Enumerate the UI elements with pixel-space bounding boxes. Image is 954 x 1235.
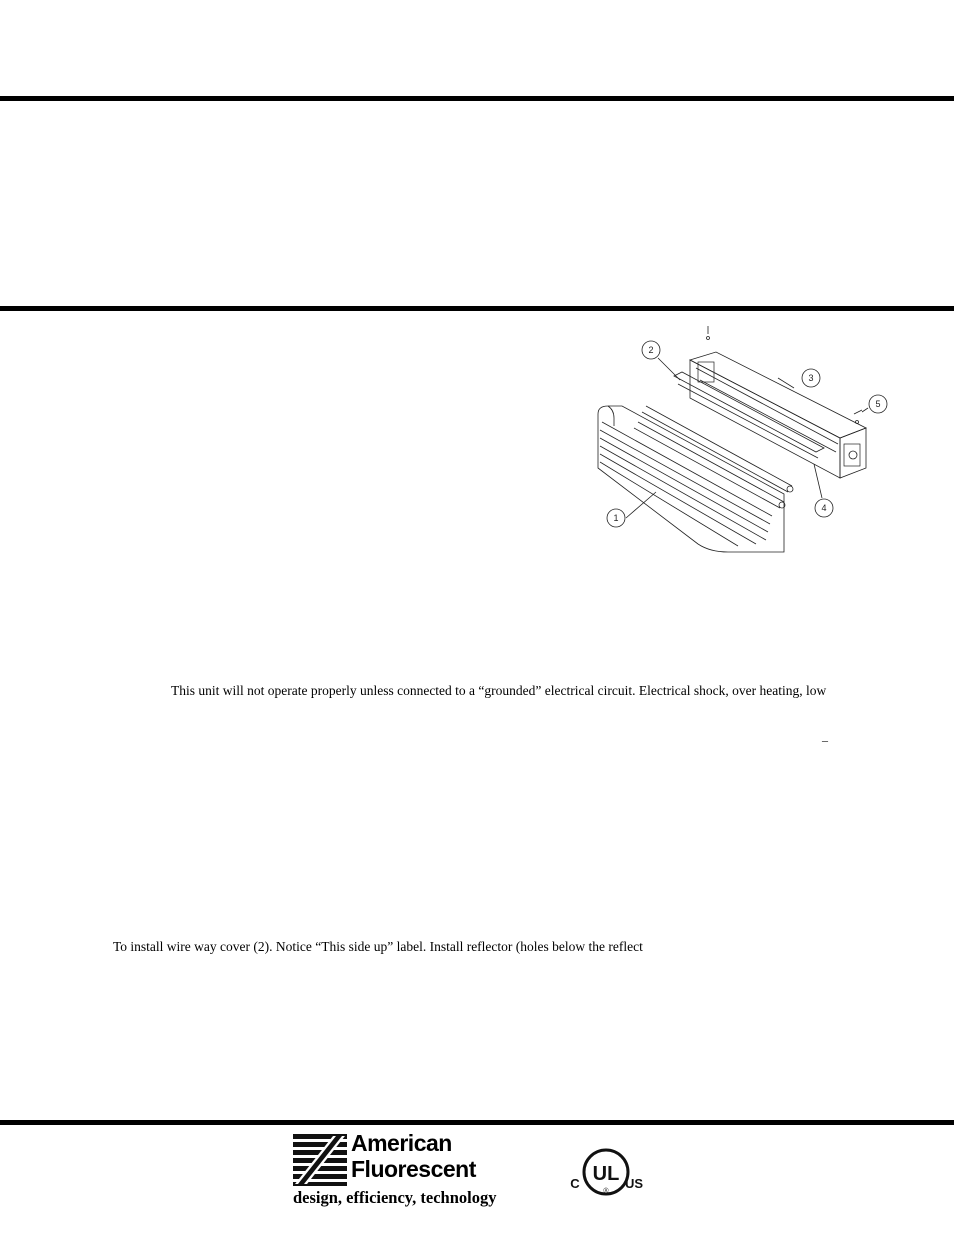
exploded-fixture-diagram [578, 318, 898, 558]
ul-us-text: US [624, 1176, 644, 1191]
top-rule [0, 96, 954, 101]
callout-2: 2 [648, 345, 654, 355]
callout-3: 3 [808, 373, 814, 383]
ul-c-text: C [570, 1176, 580, 1191]
american-fluorescent-logo [293, 1132, 553, 1212]
brand-tagline: design, efficiency, technology [293, 1188, 497, 1207]
wireway-cover-drawing [674, 372, 824, 458]
footer-rule [0, 1120, 954, 1125]
section-rule [0, 306, 954, 311]
ul-registered-mark: ® [603, 1188, 609, 1195]
lens-drawing [598, 406, 784, 552]
brand-name-line-2: Fluorescent [351, 1156, 476, 1182]
wireway-install-text: To install wire way cover (2). Notice “This side up” label. Install reflector (holes below the reflect [113, 939, 643, 954]
housing-drawing [690, 352, 866, 478]
callout-5: 5 [875, 399, 881, 409]
ul-center-text: UL [592, 1163, 620, 1185]
ul-listed-icon [566, 1144, 646, 1200]
american-fluorescent-stripes-icon [293, 1134, 347, 1186]
dash-mark: – [822, 733, 828, 747]
grounding-warning-text: This unit will not operate properly unless connected to a “grounded” electrical circuit. Electrical shock, over heating, low [171, 683, 827, 698]
callout-4: 4 [821, 503, 827, 513]
callout-1: 1 [613, 513, 619, 523]
brand-name-line-1: American [351, 1130, 452, 1156]
